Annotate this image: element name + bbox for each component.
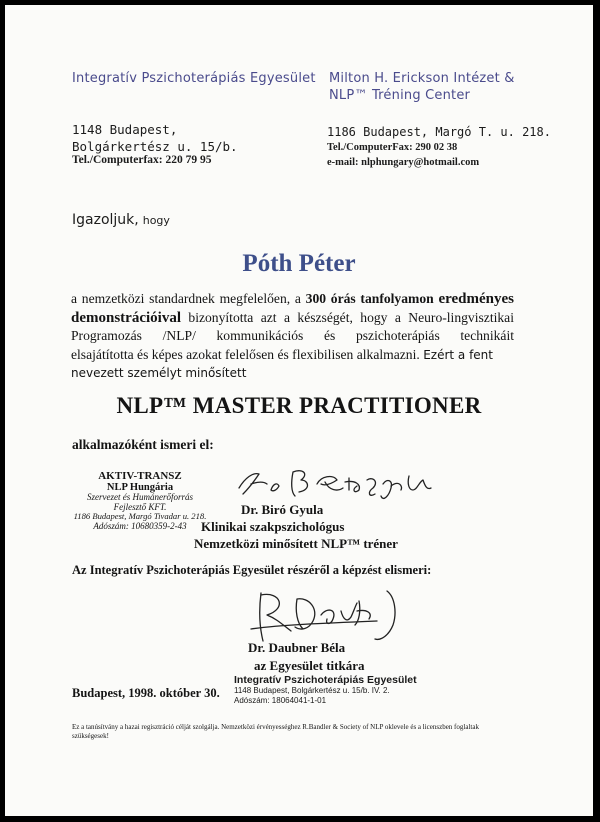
signatory1-name: Dr. Biró Gyula	[241, 502, 324, 517]
body-line-5: nevezett személyt minősített	[71, 366, 247, 380]
left-org-name: Integratív Pszichoterápiás Egyesület	[72, 71, 316, 86]
intro-tail: hogy	[142, 214, 170, 227]
right-email: e-mail: nlphungary@hotmail.com	[327, 157, 480, 168]
signature-biro	[233, 460, 433, 505]
signatory2-role: az Egyesület titkára	[254, 658, 365, 673]
body-text: elsajátította és képes azokat felelősen és flexibilisen alkalmazni.	[71, 346, 420, 362]
body-text-tail: Ezért a fent	[423, 347, 493, 362]
footnote	[72, 723, 532, 741]
place-date: Budapest, 1998. október 30.	[72, 686, 220, 700]
signatory1-role2: Nemzetközi minősített NLP™ tréner	[194, 536, 398, 551]
certificate-page	[5, 5, 593, 816]
certificate-title: NLP™ MASTER PRACTITIONER	[116, 393, 482, 418]
demo-highlight: demonstrációival	[71, 309, 181, 326]
stamp1-line2: NLP Hungária	[106, 482, 174, 493]
stamp2-line1: Integratív Pszichoterápiás Egyesület	[234, 674, 417, 686]
left-address-line2: Bolgárkertész u. 15/b.	[72, 139, 238, 154]
left-fax: Tel./Computerfax: 220 79 95	[72, 154, 212, 166]
body-line-4	[71, 346, 514, 365]
stamp2-line2: 1148 Budapest, Bolgárkertész u. 15/b. IV. 2.	[234, 686, 390, 695]
association-note: Az Integratív Pszichoterápiás Egyesület részéről a képzést elismeri:	[72, 563, 432, 577]
footnote-line1: Ez a tanúsítvány a hazai regisztráció célját szolgálja. Nemzetközi érvényességhez R.Bandler & Society of NLP oklevele és a licenszben foglaltak	[72, 723, 479, 731]
company-stamp	[60, 471, 220, 531]
stamp1-line6: Adószám: 10680359-2-43	[93, 520, 187, 531]
intro-line	[72, 211, 170, 229]
right-address: 1186 Budapest, Margó T. u. 218.	[327, 125, 551, 139]
body-line-3: Programozás /NLP/ kommunikációs és pszichoterápiás technikáit	[71, 328, 514, 343]
hours-highlight: 300 órás tanfolyamon	[305, 291, 434, 306]
right-org-name-line1: Milton H. Erickson Intézet &	[329, 71, 515, 86]
certificate-body	[71, 290, 514, 383]
intro-word: Igazoljuk,	[72, 212, 139, 228]
right-org-name-line2: NLP™ Tréning Center	[329, 88, 471, 103]
stamp1-line4: Fejlesztő KFT.	[113, 501, 167, 512]
recognition-line: alkalmazóként ismeri el:	[72, 437, 214, 452]
stamp2-line3: Adószám: 18064041-1-01	[234, 696, 327, 705]
recipient-name: Póth Péter	[242, 250, 356, 277]
stamp1-line1: AKTIV-TRANSZ	[98, 470, 182, 482]
body-line-1	[71, 290, 514, 309]
signatory1-role1: Klinikai szakpszichológus	[201, 519, 345, 534]
result-highlight: eredményes	[438, 291, 514, 307]
association-stamp	[234, 674, 417, 706]
left-address-line1: 1148 Budapest,	[72, 122, 178, 137]
stamp1-line3: Szervezet és Humánerőforrás	[87, 492, 193, 502]
right-fax: Tel./ComputerFax: 290 02 38	[327, 142, 458, 153]
body-line-2	[71, 309, 514, 328]
body-text: a nemzetközi standardnek megfelelően, a	[71, 291, 301, 306]
footnote-line2: szükségesek!	[72, 732, 109, 740]
signatory2-name: Dr. Daubner Béla	[248, 640, 346, 655]
body-text: bizonyította azt a készségét, hogy a Neuro-lingvisztikai	[188, 309, 514, 325]
stamp1-line5: 1186 Budapest, Margó Tivadar u. 218.	[73, 511, 207, 521]
